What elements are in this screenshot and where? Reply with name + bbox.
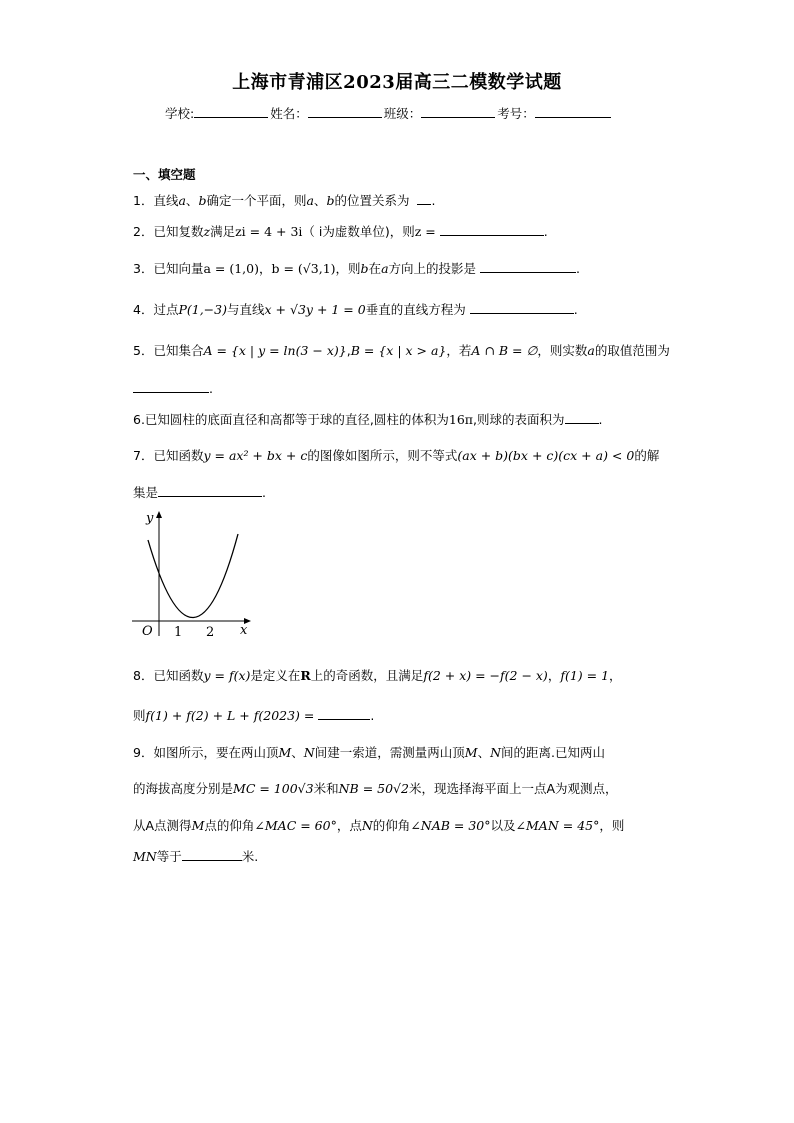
- question-number: 9．: [133, 745, 154, 760]
- math-expression: MN: [133, 849, 157, 864]
- math-var: M: [278, 745, 292, 760]
- y-axis-label: y: [146, 511, 154, 526]
- question-text: .: [598, 412, 603, 427]
- math-expression: f(1) = 1: [560, 668, 610, 683]
- math-expression: NB = 50√2: [338, 781, 409, 796]
- math-expression: B = {x | x > a}: [350, 343, 447, 358]
- question-text: 的仰角: [372, 818, 411, 833]
- math-var: N: [361, 818, 373, 833]
- question-number: 8．: [133, 668, 154, 683]
- math-var: b: [326, 193, 335, 208]
- question-text: 已知集合: [153, 343, 204, 358]
- math-expression: z =: [414, 224, 436, 239]
- question-text: ，: [258, 261, 272, 276]
- answer-blank[interactable]: [158, 484, 262, 497]
- math-expression: ∠MAC = 60°: [254, 818, 337, 833]
- question-text: .: [262, 485, 266, 500]
- answer-blank[interactable]: [480, 260, 576, 273]
- math-expression: P(1,−3): [178, 302, 227, 317]
- question-5: [133, 342, 670, 360]
- math-expression: y = f(x): [203, 668, 251, 683]
- question-7: [133, 447, 659, 465]
- math-var: N: [490, 745, 502, 760]
- question-text: 以及: [490, 818, 516, 833]
- question-text: 上的奇函数，且满足: [310, 668, 424, 683]
- question-text: ,: [346, 343, 351, 358]
- question-number: 3．: [133, 261, 154, 276]
- question-text: .: [370, 708, 375, 723]
- section-heading: 一、填空题: [133, 167, 196, 182]
- school-label: 学校:: [165, 106, 195, 121]
- question-text: 满足: [210, 224, 236, 239]
- math-var: b: [360, 261, 369, 276]
- math-expression: (ax + b)(bx + c)(cx + a) < 0: [457, 448, 635, 463]
- question-text: 、: [477, 745, 491, 760]
- question-text: （ i为虚数单位)，则: [302, 224, 415, 239]
- question-text: 方向上的投影是: [388, 261, 477, 276]
- math-expression: b = (√3,1): [271, 261, 336, 276]
- tick-label-1: 1: [174, 625, 183, 640]
- answer-blank[interactable]: [133, 380, 209, 393]
- question-9-line-2: [133, 780, 618, 798]
- math-expression: zi = 4 + 3i: [235, 224, 303, 239]
- question-6: [133, 411, 603, 429]
- question-text: ,则球的表面积为: [473, 412, 565, 427]
- math-expression: A = {x | y = ln(3 − x)}: [203, 343, 347, 358]
- question-text: 则: [133, 708, 146, 723]
- exam-title: 上海市青浦区2023届高三二模数学试题: [232, 72, 562, 93]
- number-blank[interactable]: [535, 104, 611, 118]
- question-text: .: [209, 381, 213, 396]
- question-number: 7．: [133, 448, 154, 463]
- question-text: 与直线: [227, 302, 265, 317]
- question-number: 5．: [133, 343, 154, 358]
- question-text: 点的仰角: [204, 818, 255, 833]
- math-var: M: [464, 745, 478, 760]
- math-expression: f(1) + f(2) + L + f(2023) =: [145, 708, 315, 723]
- name-blank[interactable]: [308, 104, 382, 118]
- math-expression: MC = 100√3: [233, 781, 314, 796]
- origin-label: O: [142, 624, 153, 639]
- question-text: 间的距离.已知两山: [501, 745, 605, 760]
- question-text: 垂直的直线方程为: [365, 302, 466, 317]
- math-var: z: [203, 224, 211, 239]
- class-label: 班级：: [383, 106, 422, 121]
- question-text: ，点: [336, 818, 362, 833]
- question-text: 集是: [133, 485, 159, 500]
- math-expression: A ∩ B = ∅: [471, 343, 538, 358]
- question-8: [133, 667, 622, 685]
- question-text: 是定义在: [250, 668, 301, 683]
- name-label: 姓名：: [270, 106, 308, 121]
- question-text: 、: [185, 193, 199, 208]
- question-text: 的解: [634, 448, 660, 463]
- math-expression: x + √3y + 1 = 0: [264, 302, 366, 317]
- question-4: [133, 301, 578, 319]
- answer-blank[interactable]: [417, 192, 431, 205]
- question-text: 间建一索道，需测量两山顶: [314, 745, 465, 760]
- parabola-graph: [128, 508, 256, 640]
- question-9: [133, 744, 605, 762]
- question-text: .: [573, 302, 578, 317]
- math-var: a: [178, 193, 186, 208]
- school-blank[interactable]: [194, 104, 268, 118]
- math-var: M: [191, 818, 205, 833]
- number-label: 考号：: [497, 106, 535, 121]
- question-text: ，则: [335, 261, 361, 276]
- question-text: 的取值范围为: [594, 343, 670, 358]
- question-9-line-3: [133, 817, 624, 835]
- question-text: 在: [368, 261, 382, 276]
- question-8-cont: [133, 707, 374, 725]
- math-var: a: [587, 343, 595, 358]
- math-var: a: [306, 193, 314, 208]
- question-3: [133, 260, 580, 278]
- question-text: .: [431, 193, 436, 208]
- question-text: 的位置关系为: [334, 193, 410, 208]
- parabola-curve: [148, 534, 238, 618]
- x-axis-label: x: [240, 623, 248, 638]
- answer-blank[interactable]: [470, 301, 574, 314]
- answer-blank[interactable]: [565, 411, 599, 424]
- question-text: 米，现选择海平面上一点A为观测点，: [408, 781, 618, 796]
- question-text: 已知函数: [153, 668, 204, 683]
- question-text: 的海拔高度分别是: [133, 781, 234, 796]
- question-text: 米.: [241, 849, 259, 864]
- answer-blank[interactable]: [182, 848, 242, 861]
- question-text: 过点: [153, 302, 179, 317]
- tick-label-2: 2: [206, 625, 215, 640]
- question-text: 、: [313, 193, 327, 208]
- question-text: 的图像如图所示，则不等式: [307, 448, 458, 463]
- question-2: [133, 223, 548, 241]
- question-5-cont: [133, 380, 213, 398]
- question-number: 2．: [133, 224, 154, 239]
- question-text: .: [543, 224, 548, 239]
- math-var: N: [303, 745, 315, 760]
- question-text: 等于: [156, 849, 182, 864]
- math-expression: a = (1,0): [203, 261, 259, 276]
- question-1: [133, 192, 435, 210]
- question-text: ，则: [599, 818, 625, 833]
- question-text: ，则实数: [537, 343, 588, 358]
- question-number: 4．: [133, 302, 154, 317]
- question-text: 6.已知圆柱的底面直径和高都等于球的直径,圆柱的体积为: [133, 412, 449, 427]
- answer-blank[interactable]: [440, 223, 544, 236]
- question-text: .: [576, 261, 581, 276]
- question-7-cont: [133, 484, 266, 502]
- math-var: R: [300, 668, 311, 683]
- question-text: 已知向量: [153, 261, 204, 276]
- question-number: 1．: [133, 193, 154, 208]
- question-text: 米和: [313, 781, 339, 796]
- math-expression: f(2 + x) = −f(2 − x): [423, 668, 548, 683]
- class-blank[interactable]: [421, 104, 495, 118]
- question-text: 、: [291, 745, 304, 760]
- question-text: 已知复数: [153, 224, 204, 239]
- question-text: ，: [547, 668, 561, 683]
- question-9-line-4: [133, 848, 258, 866]
- question-text: 已知函数: [153, 448, 204, 463]
- math-var: a: [381, 261, 389, 276]
- question-text: 确定一个平面，则: [206, 193, 307, 208]
- math-expression: y = ax² + bx + c: [203, 448, 308, 463]
- math-expression: 16π: [448, 412, 474, 427]
- question-text: 如图所示，要在两山顶: [153, 745, 279, 760]
- question-text: ，若: [446, 343, 472, 358]
- math-expression: ∠MAN = 45°: [515, 818, 600, 833]
- answer-blank[interactable]: [318, 707, 370, 720]
- question-text: 直线: [153, 193, 179, 208]
- student-info-row: [165, 104, 613, 122]
- math-var: b: [198, 193, 207, 208]
- math-expression: ∠NAB = 30°: [410, 818, 491, 833]
- question-text: 从A点测得: [133, 818, 192, 833]
- question-text: ，: [609, 668, 622, 683]
